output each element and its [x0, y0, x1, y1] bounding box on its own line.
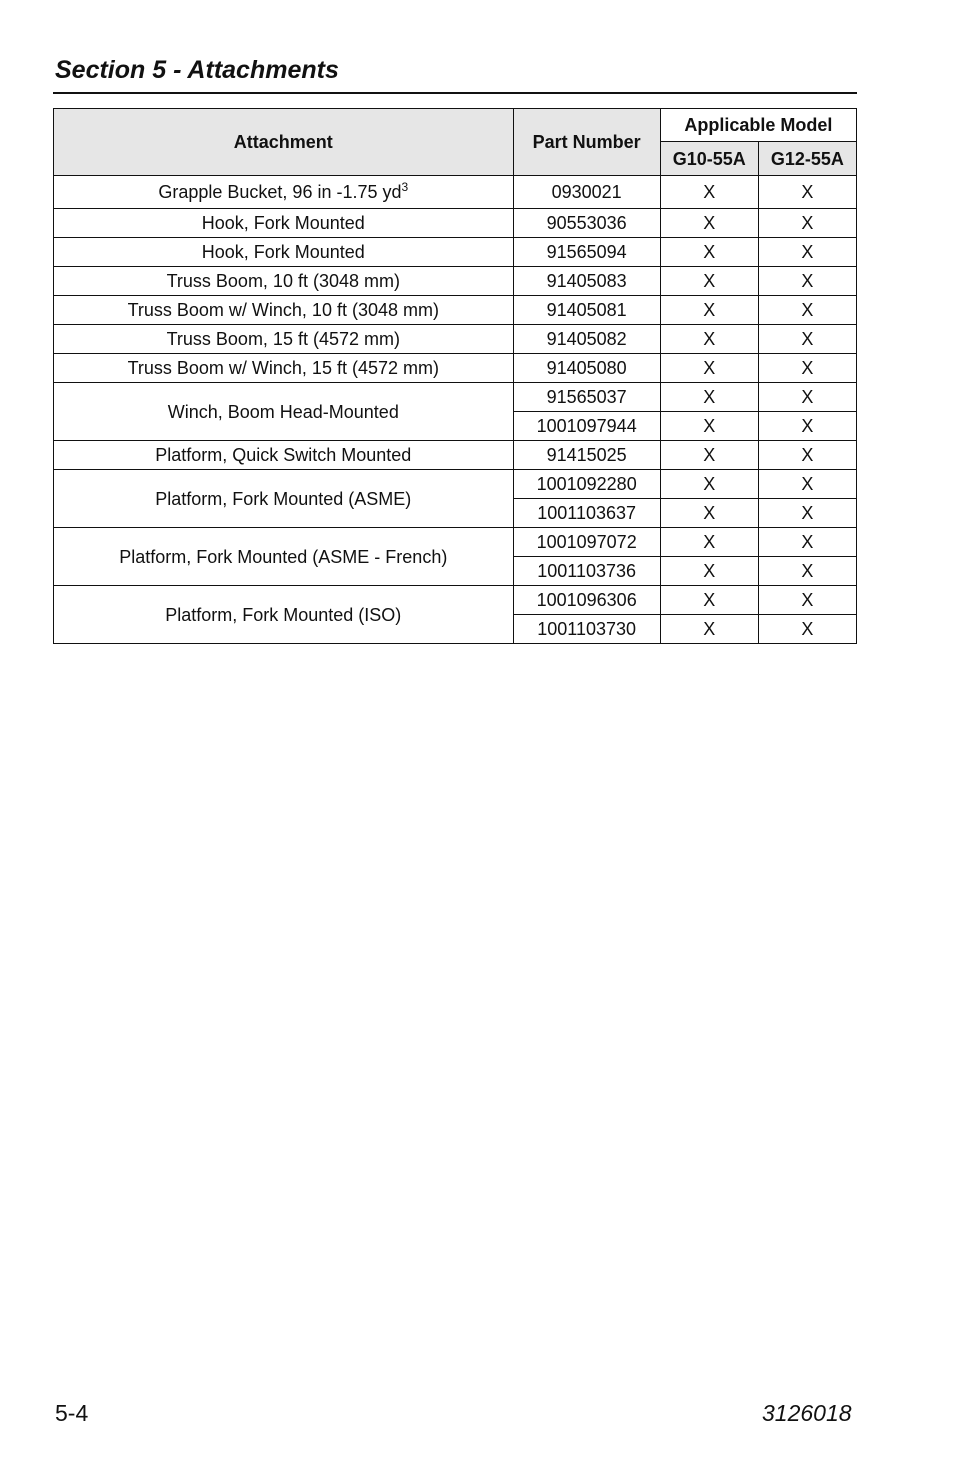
header-model-g10: G10-55A	[660, 142, 758, 176]
attachment-cell	[54, 296, 514, 325]
header-part-number: Part Number	[513, 109, 660, 176]
model-g10-cell: X	[660, 383, 758, 412]
model-g10-cell: X	[660, 499, 758, 528]
part-number-cell: 90553036	[513, 209, 660, 238]
part-number-cell: 91405081	[513, 296, 660, 325]
attachment-cell	[54, 441, 514, 470]
model-g10-cell: X	[660, 470, 758, 499]
part-number-cell: 1001097072	[513, 528, 660, 557]
attachment-cell	[54, 238, 514, 267]
table-row	[54, 528, 857, 557]
attachment-cell	[54, 470, 514, 528]
part-number-cell: 1001103730	[513, 615, 660, 644]
attachment-name: Winch, Boom Head-Mounted	[167, 401, 399, 422]
attachment-name: Platform, Quick Switch Mounted	[155, 445, 412, 465]
table-row	[54, 267, 857, 296]
model-g10-cell: X	[660, 176, 758, 209]
attachment-name: Truss Boom, 10 ft (3048 mm)	[166, 271, 400, 291]
part-number-cell: 1001103637	[513, 499, 660, 528]
model-g10-cell: X	[660, 238, 758, 267]
table-row	[54, 354, 857, 383]
model-g12-cell: X	[758, 238, 856, 267]
part-number-cell: 91565037	[513, 383, 660, 412]
attachment-cell	[54, 325, 514, 354]
attachment-name: Grapple Bucket, 96 in -1.75 yd	[158, 182, 402, 202]
model-g12-cell: X	[758, 267, 856, 296]
table-row	[54, 470, 857, 499]
attachments-table	[53, 108, 857, 644]
model-g10-cell: X	[660, 412, 758, 441]
attachment-cell	[54, 176, 514, 209]
attachment-name: Truss Boom, 15 ft (4572 mm)	[166, 329, 400, 349]
header-attachment: Attachment	[54, 109, 514, 176]
model-g12-cell: X	[758, 470, 856, 499]
model-g10-cell: X	[660, 209, 758, 238]
model-g10-cell: X	[660, 615, 758, 644]
model-g10-cell: X	[660, 441, 758, 470]
attachment-cell	[54, 528, 514, 586]
attachment-name: Hook, Fork Mounted	[201, 213, 365, 233]
model-g12-cell: X	[758, 615, 856, 644]
part-number-cell: 91565094	[513, 238, 660, 267]
part-number-cell: 0930021	[513, 176, 660, 209]
page-number: 5-4	[55, 1400, 89, 1426]
table-row	[54, 441, 857, 470]
model-g12-cell: X	[758, 325, 856, 354]
table-row	[54, 296, 857, 325]
part-number-cell: 91405082	[513, 325, 660, 354]
table-row	[54, 383, 857, 412]
part-number-cell: 1001103736	[513, 557, 660, 586]
attachment-name: Platform, Fork Mounted (ASME - French)	[119, 546, 448, 567]
attachment-name: Truss Boom w/ Winch, 10 ft (3048 mm)	[127, 300, 439, 320]
attachment-superscript: 3	[401, 180, 409, 194]
model-g12-cell: X	[758, 441, 856, 470]
model-g12-cell: X	[758, 383, 856, 412]
attachment-name: Platform, Fork Mounted (ISO)	[165, 604, 402, 625]
part-number-cell: 1001092280	[513, 470, 660, 499]
header-applicable-model: Applicable Model	[660, 109, 856, 142]
table-row	[54, 209, 857, 238]
model-g10-cell: X	[660, 528, 758, 557]
table-row	[54, 325, 857, 354]
document-number: 3126018	[762, 1400, 852, 1426]
model-g12-cell: X	[758, 557, 856, 586]
model-g12-cell: X	[758, 528, 856, 557]
section-title: Section 5 - Attachments	[55, 56, 339, 84]
attachment-cell	[54, 383, 514, 441]
model-g10-cell: X	[660, 557, 758, 586]
attachment-name: Platform, Fork Mounted (ASME)	[155, 488, 412, 509]
model-g10-cell: X	[660, 267, 758, 296]
title-divider	[53, 92, 857, 94]
model-g10-cell: X	[660, 296, 758, 325]
model-g12-cell: X	[758, 412, 856, 441]
header-model-g12: G12-55A	[758, 142, 856, 176]
model-g12-cell: X	[758, 296, 856, 325]
part-number-cell: 91405083	[513, 267, 660, 296]
attachment-cell	[54, 586, 514, 644]
model-g12-cell: X	[758, 354, 856, 383]
part-number-cell: 1001096306	[513, 586, 660, 615]
model-g12-cell: X	[758, 209, 856, 238]
model-g12-cell: X	[758, 499, 856, 528]
model-g10-cell: X	[660, 325, 758, 354]
table-row	[54, 586, 857, 615]
model-g10-cell: X	[660, 354, 758, 383]
model-g12-cell: X	[758, 586, 856, 615]
model-g12-cell: X	[758, 176, 856, 209]
part-number-cell: 1001097944	[513, 412, 660, 441]
part-number-cell: 91405080	[513, 354, 660, 383]
attachment-name: Truss Boom w/ Winch, 15 ft (4572 mm)	[127, 358, 439, 378]
attachment-cell	[54, 354, 514, 383]
table-row	[54, 176, 857, 209]
model-g10-cell: X	[660, 586, 758, 615]
table-row	[54, 238, 857, 267]
part-number-cell: 91415025	[513, 441, 660, 470]
table-body	[54, 176, 857, 644]
attachment-name: Hook, Fork Mounted	[201, 242, 365, 262]
attachment-cell	[54, 267, 514, 296]
attachment-cell	[54, 209, 514, 238]
